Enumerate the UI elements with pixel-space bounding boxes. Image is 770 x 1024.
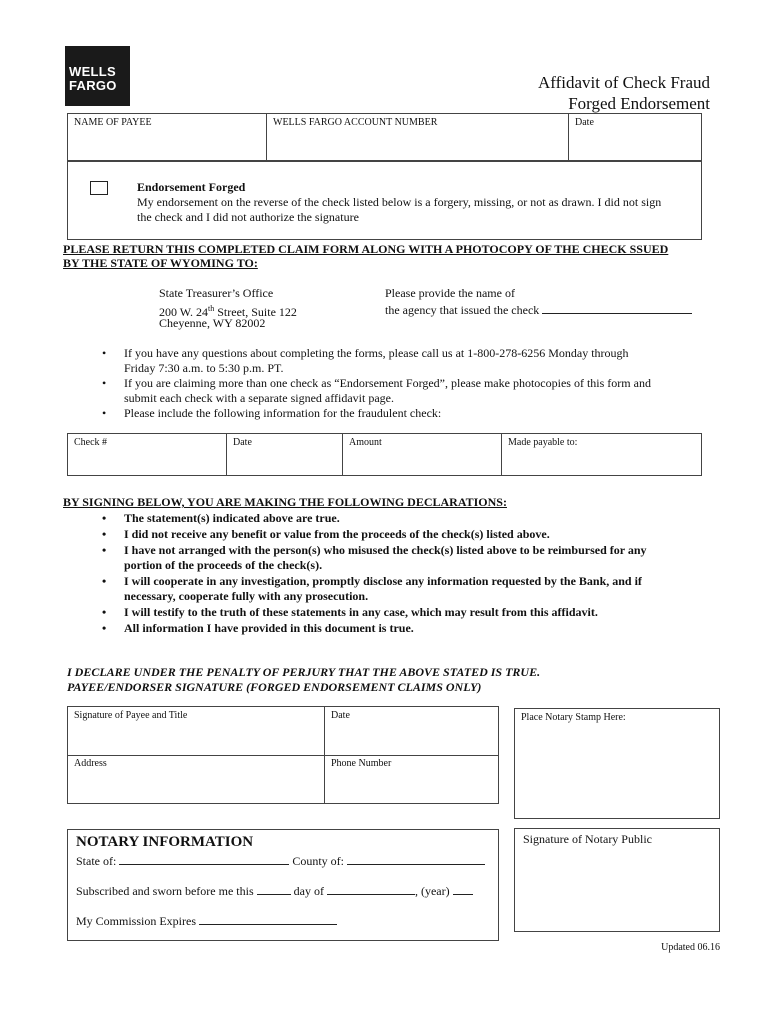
commission-field[interactable] bbox=[199, 912, 337, 925]
return-notice-line1: PLEASE RETURN THIS COMPLETED CLAIM FORM ALONG WITH A PHOTOCOPY OF THE CHECK SSUED bbox=[63, 242, 669, 256]
signature-date-label: Date bbox=[331, 710, 350, 721]
title-line2: Forged Endorsement bbox=[568, 94, 710, 113]
endorsement-heading: Endorsement Forged bbox=[137, 180, 246, 194]
perjury-line2: PAYEE/ENDORSER SIGNATURE (FORGED ENDORSEMENT CLAIMS ONLY) bbox=[67, 680, 482, 694]
county-field[interactable] bbox=[347, 852, 485, 865]
instructions-list bbox=[100, 346, 710, 421]
subscribed-year-field[interactable] bbox=[453, 882, 473, 895]
notary-signature-box bbox=[514, 828, 720, 932]
declaration-item: • I did not receive any benefit or value from the proceeds of the check(s) listed above. bbox=[100, 527, 710, 542]
declaration-item: • I will cooperate in any investigation, promptly disclose any information requested by the Bank, and if necessary, cooperate fully with any prosecution. bbox=[100, 574, 710, 604]
agency-field[interactable] bbox=[542, 301, 692, 314]
instruction-item: • If you have any questions about completing the forms, please call us at 1-800-278-6256 Monday through Friday 7:30 a.m. to 5:30 p.m. PT. bbox=[100, 346, 710, 376]
notary-stamp-label: Place Notary Stamp Here: bbox=[521, 712, 626, 723]
declarations-heading: BY SIGNING BELOW, YOU ARE MAKING THE FOLLOWING DECLARATIONS: bbox=[63, 495, 507, 509]
logo-line2: FARGO bbox=[69, 78, 117, 93]
payee-name-label: NAME OF PAYEE bbox=[74, 117, 152, 128]
wells-fargo-logo bbox=[65, 46, 130, 106]
perjury-line1: I DECLARE UNDER THE PENALTY OF PERJURY THAT THE ABOVE STATED IS TRUE. bbox=[67, 665, 541, 679]
declaration-item: • I will testify to the truth of these statements in any case, which may result from this affidavit. bbox=[100, 605, 710, 620]
declaration-item: • I have not arranged with the person(s) who misused the check(s) listed above to be reimbursed for any portion of the proceeds of the check(s). bbox=[100, 543, 710, 573]
address-line1: State Treasurer’s Office bbox=[159, 286, 274, 300]
title-line1: Affidavit of Check Fraud bbox=[537, 73, 710, 92]
agency-line2: the agency that issued the check bbox=[385, 301, 692, 318]
check-date-label: Date bbox=[233, 437, 252, 448]
declaration-item: • The statement(s) indicated above are true. bbox=[100, 511, 710, 526]
notary-stamp-box bbox=[514, 708, 720, 819]
notary-info-box bbox=[67, 829, 499, 941]
updated-date: Updated 06.16 bbox=[661, 942, 720, 953]
declarations-list bbox=[100, 511, 710, 636]
check-table bbox=[67, 433, 702, 476]
notary-signature-label: Signature of Notary Public bbox=[523, 832, 652, 846]
commission-row: My Commission Expires bbox=[76, 912, 337, 929]
subscribed-month-field[interactable] bbox=[327, 882, 415, 895]
declaration-item: • All information I have provided in this document is true. bbox=[100, 621, 710, 636]
state-field[interactable] bbox=[119, 852, 289, 865]
date-label: Date bbox=[575, 117, 594, 128]
phone-number-label: Phone Number bbox=[331, 758, 392, 769]
made-payable-label: Made payable to: bbox=[508, 437, 578, 448]
check-number-label: Check # bbox=[74, 437, 108, 448]
payee-table bbox=[67, 113, 702, 161]
state-county-row: State of: County of: bbox=[76, 852, 485, 869]
endorsement-line2: the check and I did not authorize the signature bbox=[137, 210, 359, 224]
agency-line1: Please provide the name of bbox=[385, 286, 515, 300]
notary-title: NOTARY INFORMATION bbox=[76, 834, 254, 850]
instruction-item: • If you are claiming more than one check as “Endorsement Forged”, please make photocopies of this form and submit each check with a separate signed affidavit page. bbox=[100, 376, 710, 406]
instruction-item: • Please include the following information for the fraudulent check: bbox=[100, 406, 710, 421]
account-number-label: WELLS FARGO ACCOUNT NUMBER bbox=[273, 117, 438, 128]
endorsement-line1: My endorsement on the reverse of the check listed below is a forgery, missing, or not as drawn. I did not sign bbox=[137, 195, 662, 209]
address-label: Address bbox=[74, 758, 107, 769]
logo-line1: WELLS bbox=[69, 64, 116, 79]
return-notice-line2: BY THE STATE OF WYOMING TO: bbox=[63, 256, 258, 270]
endorsement-checkbox[interactable] bbox=[90, 181, 108, 195]
signature-table bbox=[67, 706, 499, 804]
address-line2: 200 W. 24th Street, Suite 122 bbox=[159, 304, 297, 319]
subscribed-row: Subscribed and sworn before me this day of , (year) bbox=[76, 882, 473, 899]
subscribed-day-field[interactable] bbox=[257, 882, 291, 895]
payee-signature-label: Signature of Payee and Title bbox=[74, 710, 188, 721]
address-line3: Cheyenne, WY 82002 bbox=[159, 316, 266, 330]
check-amount-label: Amount bbox=[349, 437, 382, 448]
